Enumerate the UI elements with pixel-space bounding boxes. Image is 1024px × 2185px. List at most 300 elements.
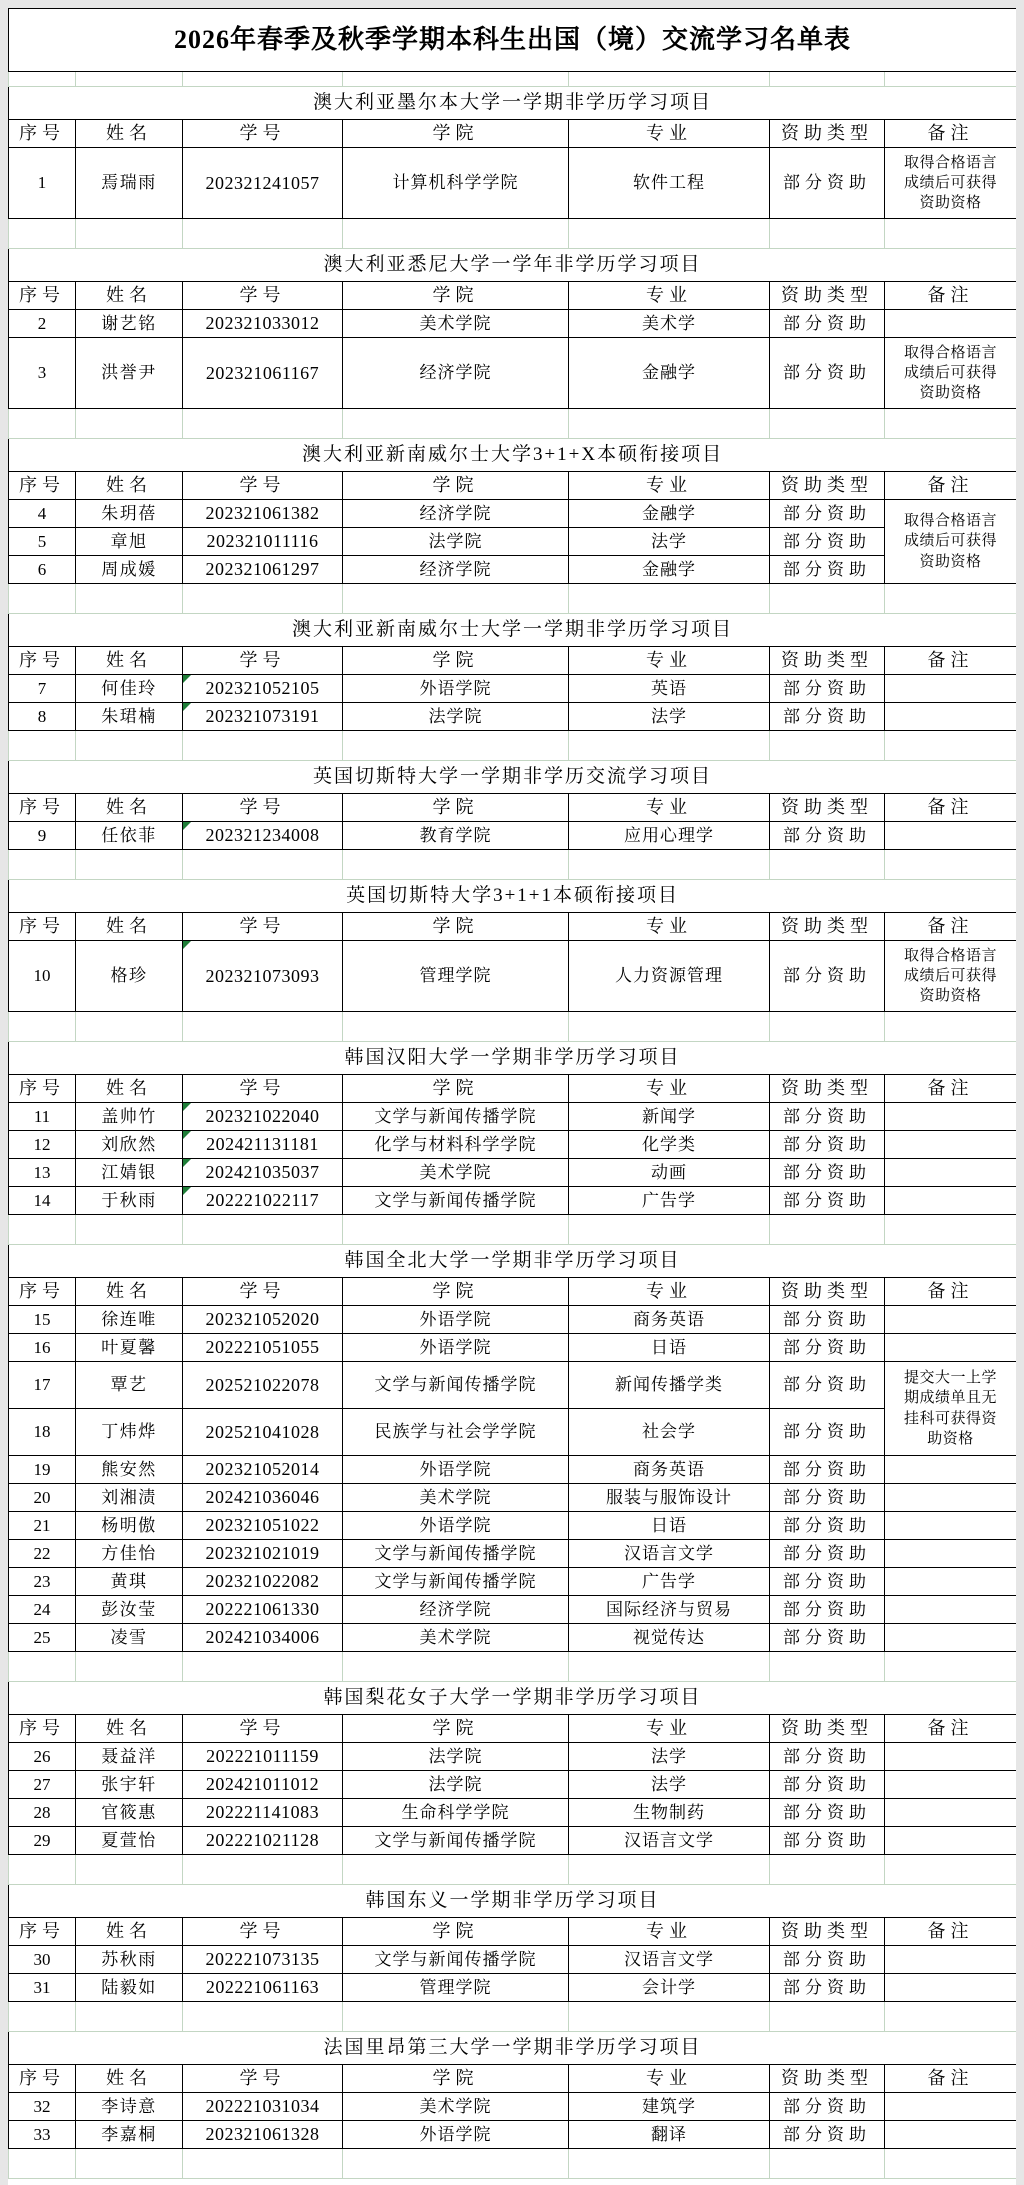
column-header: 学号: [183, 1715, 343, 1743]
cell-seq-no: 3: [9, 338, 76, 409]
student-row: [9, 1409, 1017, 1456]
text-format-flag-icon: [183, 1187, 191, 1195]
student-id-text: 202221022117: [205, 1190, 320, 1211]
header-row: [9, 913, 1017, 941]
page-margin-left: [0, 0, 8, 2185]
cell-major: 视觉传达: [569, 1624, 770, 1652]
cell-seq-no: 7: [9, 675, 76, 703]
cell-remark: [885, 1512, 1017, 1540]
column-header: 序号: [9, 472, 76, 500]
empty-cell: [885, 731, 1017, 761]
header-row: [9, 1715, 1017, 1743]
empty-cell: [9, 72, 76, 87]
cell-remark: [885, 2093, 1017, 2121]
empty-cell: [343, 1652, 569, 1682]
cell-college: 外语学院: [343, 675, 569, 703]
column-header: 备注: [885, 2065, 1017, 2093]
student-row: [9, 1456, 1017, 1484]
cell-seq-no: 25: [9, 1624, 76, 1652]
column-header: 序号: [9, 794, 76, 822]
cell-student-id: [183, 1409, 343, 1456]
empty-cell: [9, 409, 76, 439]
empty-cell: [885, 2002, 1017, 2032]
cell-remark: [885, 2121, 1017, 2149]
cell-seq-no: 22: [9, 1540, 76, 1568]
column-header: 专业: [569, 1918, 770, 1946]
section-title: 英国切斯特大学3+1+1本硕衔接项目: [9, 880, 1017, 913]
cell-student-name: 江婧银: [76, 1159, 183, 1187]
empty-cell: [569, 2002, 770, 2032]
student-id-text: 202521022078: [205, 1374, 320, 1395]
section-title: 法国里昂第三大学一学期非学历学习项目: [9, 2032, 1017, 2065]
empty-cell: [569, 1215, 770, 1245]
student-row: [9, 500, 1017, 528]
cell-student-id: [183, 1827, 343, 1855]
column-header: 学院: [343, 472, 569, 500]
column-header: 姓名: [76, 282, 183, 310]
cell-funding-type: 部分资助: [770, 310, 885, 338]
cell-funding-type: 部分资助: [770, 1799, 885, 1827]
cell-college: 文学与新闻传播学院: [343, 1827, 569, 1855]
empty-cell: [76, 1215, 183, 1245]
cell-funding-type: 部分资助: [770, 1743, 885, 1771]
student-row: [9, 1624, 1017, 1652]
cell-seq-no: 11: [9, 1103, 76, 1131]
column-header: 学号: [183, 913, 343, 941]
student-row: [9, 310, 1017, 338]
section-title: 澳大利亚新南威尔士大学一学期非学历学习项目: [9, 614, 1017, 647]
cell-remark: [885, 1484, 1017, 1512]
student-id-text: 202221141083: [205, 1802, 320, 1823]
cell-college: 计算机科学学院: [343, 148, 569, 219]
cell-college: 经济学院: [343, 338, 569, 409]
cell-student-id: [183, 1799, 343, 1827]
cell-funding-type: 部分资助: [770, 822, 885, 850]
spacer-row: [9, 584, 1017, 614]
header-row: [9, 1918, 1017, 1946]
empty-cell: [770, 584, 885, 614]
cell-student-id: [183, 1103, 343, 1131]
spacer-row: [9, 2002, 1017, 2032]
column-header: 资助类型: [770, 647, 885, 675]
cell-seq-no: 13: [9, 1159, 76, 1187]
cell-college: 外语学院: [343, 1512, 569, 1540]
column-header: 学院: [343, 913, 569, 941]
text-format-flag-icon: [183, 941, 191, 949]
cell-funding-type: 部分资助: [770, 1484, 885, 1512]
student-row: [9, 1306, 1017, 1334]
column-header: 学院: [343, 1918, 569, 1946]
section-title-row: [9, 87, 1017, 120]
cell-remark: [885, 1334, 1017, 1362]
cell-seq-no: 30: [9, 1946, 76, 1974]
column-header: 备注: [885, 120, 1017, 148]
cell-student-name: 何佳玲: [76, 675, 183, 703]
column-header: 学院: [343, 1278, 569, 1306]
empty-cell: [183, 1652, 343, 1682]
cell-major: 生物制药: [569, 1799, 770, 1827]
empty-cell: [343, 1012, 569, 1042]
empty-cell: [343, 409, 569, 439]
cell-student-id: [183, 941, 343, 1012]
cell-college: 法学院: [343, 1743, 569, 1771]
section-title: 韩国全北大学一学期非学历学习项目: [9, 1245, 1017, 1278]
cell-student-name: 苏秋雨: [76, 1946, 183, 1974]
cell-major: 法学: [569, 528, 770, 556]
column-header: 专业: [569, 120, 770, 148]
student-id-text: 202321021019: [205, 1543, 320, 1564]
empty-cell: [569, 219, 770, 249]
cell-major: 金融学: [569, 556, 770, 584]
student-id-text: 202321052105: [205, 678, 320, 699]
cell-major: 动画: [569, 1159, 770, 1187]
cell-remark: [885, 1771, 1017, 1799]
cell-funding-type: 部分资助: [770, 1974, 885, 2002]
empty-cell: [9, 1652, 76, 1682]
cell-funding-type: 部分资助: [770, 1596, 885, 1624]
cell-student-name: 彭汝莹: [76, 1596, 183, 1624]
cell-student-id: [183, 500, 343, 528]
column-header: 姓名: [76, 1918, 183, 1946]
cell-student-name: 李诗意: [76, 2093, 183, 2121]
cell-major: 新闻传播学类: [569, 1362, 770, 1409]
cell-funding-type: 部分资助: [770, 148, 885, 219]
cell-remark: [885, 1974, 1017, 2002]
cell-major: 日语: [569, 1334, 770, 1362]
cell-student-name: 官筱惠: [76, 1799, 183, 1827]
empty-cell: [183, 1855, 343, 1885]
student-id-text: 202421036046: [205, 1487, 320, 1508]
cell-student-id: [183, 1159, 343, 1187]
cell-remark: [885, 822, 1017, 850]
student-row: [9, 1827, 1017, 1855]
empty-cell: [183, 1012, 343, 1042]
cell-remark: 取得合格语言成绩后可获得资助资格: [885, 941, 1017, 1012]
student-id-text: 202321073093: [205, 965, 320, 986]
cell-funding-type: 部分资助: [770, 1159, 885, 1187]
empty-cell: [9, 219, 76, 249]
section-title-row: [9, 761, 1017, 794]
cell-seq-no: 31: [9, 1974, 76, 2002]
empty-cell: [183, 409, 343, 439]
student-id-text: 202321011116: [206, 531, 319, 552]
cell-college: 文学与新闻传播学院: [343, 1187, 569, 1215]
empty-cell: [885, 584, 1017, 614]
cell-funding-type: 部分资助: [770, 528, 885, 556]
cell-remark: [885, 703, 1017, 731]
column-header: 学号: [183, 1918, 343, 1946]
cell-funding-type: 部分资助: [770, 1512, 885, 1540]
cell-college: 外语学院: [343, 1456, 569, 1484]
cell-college: 法学院: [343, 1771, 569, 1799]
cell-student-id: [183, 310, 343, 338]
empty-cell: [770, 1012, 885, 1042]
cell-remark: [885, 675, 1017, 703]
cell-major: 会计学: [569, 1974, 770, 2002]
student-id-text: 202321033012: [205, 313, 320, 334]
cell-student-id: [183, 822, 343, 850]
column-header: 备注: [885, 472, 1017, 500]
cell-funding-type: 部分资助: [770, 703, 885, 731]
empty-cell: [885, 1652, 1017, 1682]
cell-seq-no: 8: [9, 703, 76, 731]
column-header: 学院: [343, 647, 569, 675]
empty-cell: [569, 1855, 770, 1885]
student-id-text: 202321051022: [205, 1515, 320, 1536]
column-header: 专业: [569, 2065, 770, 2093]
cell-seq-no: 17: [9, 1362, 76, 1409]
empty-cell: [183, 584, 343, 614]
cell-seq-no: 10: [9, 941, 76, 1012]
empty-cell: [770, 2149, 885, 2179]
student-id-text: 202221021128: [205, 1830, 320, 1851]
column-header: 专业: [569, 472, 770, 500]
header-row: [9, 472, 1017, 500]
empty-cell: [569, 584, 770, 614]
cell-student-name: 黄琪: [76, 1568, 183, 1596]
student-row: [9, 941, 1017, 1012]
student-row: [9, 1362, 1017, 1409]
cell-college: 经济学院: [343, 1596, 569, 1624]
column-header: 备注: [885, 913, 1017, 941]
column-header: 备注: [885, 282, 1017, 310]
section-title: 韩国东义一学期非学历学习项目: [9, 1885, 1017, 1918]
cell-student-id: [183, 1540, 343, 1568]
cell-major: 应用心理学: [569, 822, 770, 850]
empty-cell: [885, 72, 1017, 87]
empty-cell: [569, 1652, 770, 1682]
student-row: [9, 1596, 1017, 1624]
student-id-text: 202321022082: [205, 1571, 320, 1592]
cell-major: 化学类: [569, 1131, 770, 1159]
cell-seq-no: 33: [9, 2121, 76, 2149]
cell-student-id: [183, 528, 343, 556]
cell-college: 美术学院: [343, 1159, 569, 1187]
table-title-row: [9, 9, 1017, 72]
student-row: [9, 1568, 1017, 1596]
cell-remark: [885, 1131, 1017, 1159]
student-row: [9, 148, 1017, 219]
student-row: [9, 822, 1017, 850]
column-header: 姓名: [76, 1715, 183, 1743]
empty-cell: [343, 2002, 569, 2032]
cell-major: 金融学: [569, 500, 770, 528]
cell-college: 美术学院: [343, 310, 569, 338]
student-id-text: 202321052014: [205, 1459, 320, 1480]
section-title-row: [9, 1682, 1017, 1715]
cell-college: 文学与新闻传播学院: [343, 1103, 569, 1131]
empty-cell: [76, 2149, 183, 2179]
empty-cell: [76, 1652, 183, 1682]
student-id-text: 202221031034: [205, 2096, 320, 2117]
empty-cell: [9, 2149, 76, 2179]
cell-college: 外语学院: [343, 1306, 569, 1334]
empty-cell: [343, 1855, 569, 1885]
cell-major: 广告学: [569, 1568, 770, 1596]
empty-cell: [770, 1855, 885, 1885]
empty-cell: [569, 72, 770, 87]
column-header: 姓名: [76, 120, 183, 148]
cell-seq-no: 32: [9, 2093, 76, 2121]
empty-cell: [343, 72, 569, 87]
student-id-text: 202321061297: [205, 559, 320, 580]
student-row: [9, 1131, 1017, 1159]
cell-seq-no: 18: [9, 1409, 76, 1456]
cell-student-id: [183, 338, 343, 409]
cell-student-id: [183, 1512, 343, 1540]
exchange-roster-table: [8, 8, 1017, 2179]
column-header: 学号: [183, 282, 343, 310]
student-row: [9, 1103, 1017, 1131]
cell-student-name: 朱珺楠: [76, 703, 183, 731]
cell-funding-type: 部分资助: [770, 1409, 885, 1456]
empty-cell: [770, 2002, 885, 2032]
empty-cell: [770, 1652, 885, 1682]
section-title-row: [9, 1885, 1017, 1918]
student-row: [9, 1974, 1017, 2002]
cell-remark: [885, 1306, 1017, 1334]
column-header: 学院: [343, 282, 569, 310]
cell-major: 商务英语: [569, 1306, 770, 1334]
page-margin-top: [0, 0, 1024, 8]
cell-student-name: 覃艺: [76, 1362, 183, 1409]
empty-cell: [76, 72, 183, 87]
column-header: 学院: [343, 794, 569, 822]
column-header: 姓名: [76, 794, 183, 822]
cell-seq-no: 26: [9, 1743, 76, 1771]
empty-cell: [343, 1215, 569, 1245]
cell-college: 教育学院: [343, 822, 569, 850]
cell-student-id: [183, 1771, 343, 1799]
student-id-text: 202321022040: [205, 1106, 320, 1127]
text-format-flag-icon: [183, 1159, 191, 1167]
column-header: 学号: [183, 1075, 343, 1103]
student-id-text: 202421131181: [206, 1134, 319, 1155]
student-id-text: 202221061163: [205, 1977, 320, 1998]
empty-cell: [76, 219, 183, 249]
cell-student-name: 朱玥蓓: [76, 500, 183, 528]
cell-college: 文学与新闻传播学院: [343, 1946, 569, 1974]
column-header: 学院: [343, 2065, 569, 2093]
cell-student-id: [183, 1362, 343, 1409]
cell-major: 美术学: [569, 310, 770, 338]
cell-student-id: [183, 1456, 343, 1484]
cell-college: 生命科学学院: [343, 1799, 569, 1827]
cell-major: 汉语言文学: [569, 1946, 770, 1974]
empty-cell: [569, 850, 770, 880]
section-title-row: [9, 1245, 1017, 1278]
text-format-flag-icon: [183, 1103, 191, 1111]
cell-seq-no: 6: [9, 556, 76, 584]
cell-remark: [885, 310, 1017, 338]
cell-remark: [885, 1187, 1017, 1215]
column-header: 学院: [343, 120, 569, 148]
column-header: 学院: [343, 1715, 569, 1743]
empty-cell: [770, 850, 885, 880]
cell-student-id: [183, 148, 343, 219]
cell-student-name: 格珍: [76, 941, 183, 1012]
empty-cell: [183, 72, 343, 87]
cell-seq-no: 2: [9, 310, 76, 338]
cell-seq-no: 14: [9, 1187, 76, 1215]
cell-seq-no: 16: [9, 1334, 76, 1362]
column-header: 学号: [183, 120, 343, 148]
spacer-row: [9, 2149, 1017, 2179]
spacer-row: [9, 72, 1017, 87]
cell-remark: [885, 1103, 1017, 1131]
cell-funding-type: 部分资助: [770, 2121, 885, 2149]
column-header: 专业: [569, 1278, 770, 1306]
cell-remark: 取得合格语言成绩后可获得资助资格: [885, 338, 1017, 409]
cell-seq-no: 23: [9, 1568, 76, 1596]
empty-cell: [76, 731, 183, 761]
cell-seq-no: 21: [9, 1512, 76, 1540]
cell-major: 服装与服饰设计: [569, 1484, 770, 1512]
column-header: 备注: [885, 1278, 1017, 1306]
cell-student-id: [183, 1131, 343, 1159]
cell-major: 广告学: [569, 1187, 770, 1215]
empty-cell: [76, 2002, 183, 2032]
column-header: 资助类型: [770, 1715, 885, 1743]
column-header: 序号: [9, 120, 76, 148]
cell-student-id: [183, 2093, 343, 2121]
cell-student-name: 方佳怡: [76, 1540, 183, 1568]
student-row: [9, 528, 1017, 556]
cell-seq-no: 28: [9, 1799, 76, 1827]
student-id-text: 202521041028: [205, 1421, 320, 1442]
cell-funding-type: 部分资助: [770, 556, 885, 584]
empty-cell: [9, 1215, 76, 1245]
cell-student-name: 谢艺铭: [76, 310, 183, 338]
student-row: [9, 1946, 1017, 1974]
spacer-row: [9, 219, 1017, 249]
section-title: 澳大利亚悉尼大学一学年非学历学习项目: [9, 249, 1017, 282]
cell-student-name: 刘欣然: [76, 1131, 183, 1159]
empty-cell: [343, 584, 569, 614]
cell-student-name: 焉瑞雨: [76, 148, 183, 219]
cell-student-id: [183, 556, 343, 584]
column-header: 学号: [183, 647, 343, 675]
column-header: 资助类型: [770, 794, 885, 822]
cell-funding-type: 部分资助: [770, 1362, 885, 1409]
empty-cell: [76, 409, 183, 439]
header-row: [9, 2065, 1017, 2093]
cell-funding-type: 部分资助: [770, 1306, 885, 1334]
column-header: 序号: [9, 1075, 76, 1103]
cell-funding-type: 部分资助: [770, 1624, 885, 1652]
cell-funding-type: 部分资助: [770, 500, 885, 528]
cell-student-id: [183, 1334, 343, 1362]
header-row: [9, 1278, 1017, 1306]
cell-student-name: 叶夏馨: [76, 1334, 183, 1362]
cell-seq-no: 5: [9, 528, 76, 556]
cell-remark: [885, 1827, 1017, 1855]
column-header: 学院: [343, 1075, 569, 1103]
column-header: 序号: [9, 1278, 76, 1306]
column-header: 姓名: [76, 2065, 183, 2093]
cell-college: 外语学院: [343, 1334, 569, 1362]
empty-cell: [569, 731, 770, 761]
column-header: 序号: [9, 2065, 76, 2093]
column-header: 学号: [183, 1278, 343, 1306]
empty-cell: [885, 2149, 1017, 2179]
spacer-row: [9, 409, 1017, 439]
cell-major: 软件工程: [569, 148, 770, 219]
column-header: 资助类型: [770, 120, 885, 148]
cell-student-name: 聂益洋: [76, 1743, 183, 1771]
student-id-text: 202321061167: [205, 362, 320, 383]
spacer-row: [9, 1215, 1017, 1245]
